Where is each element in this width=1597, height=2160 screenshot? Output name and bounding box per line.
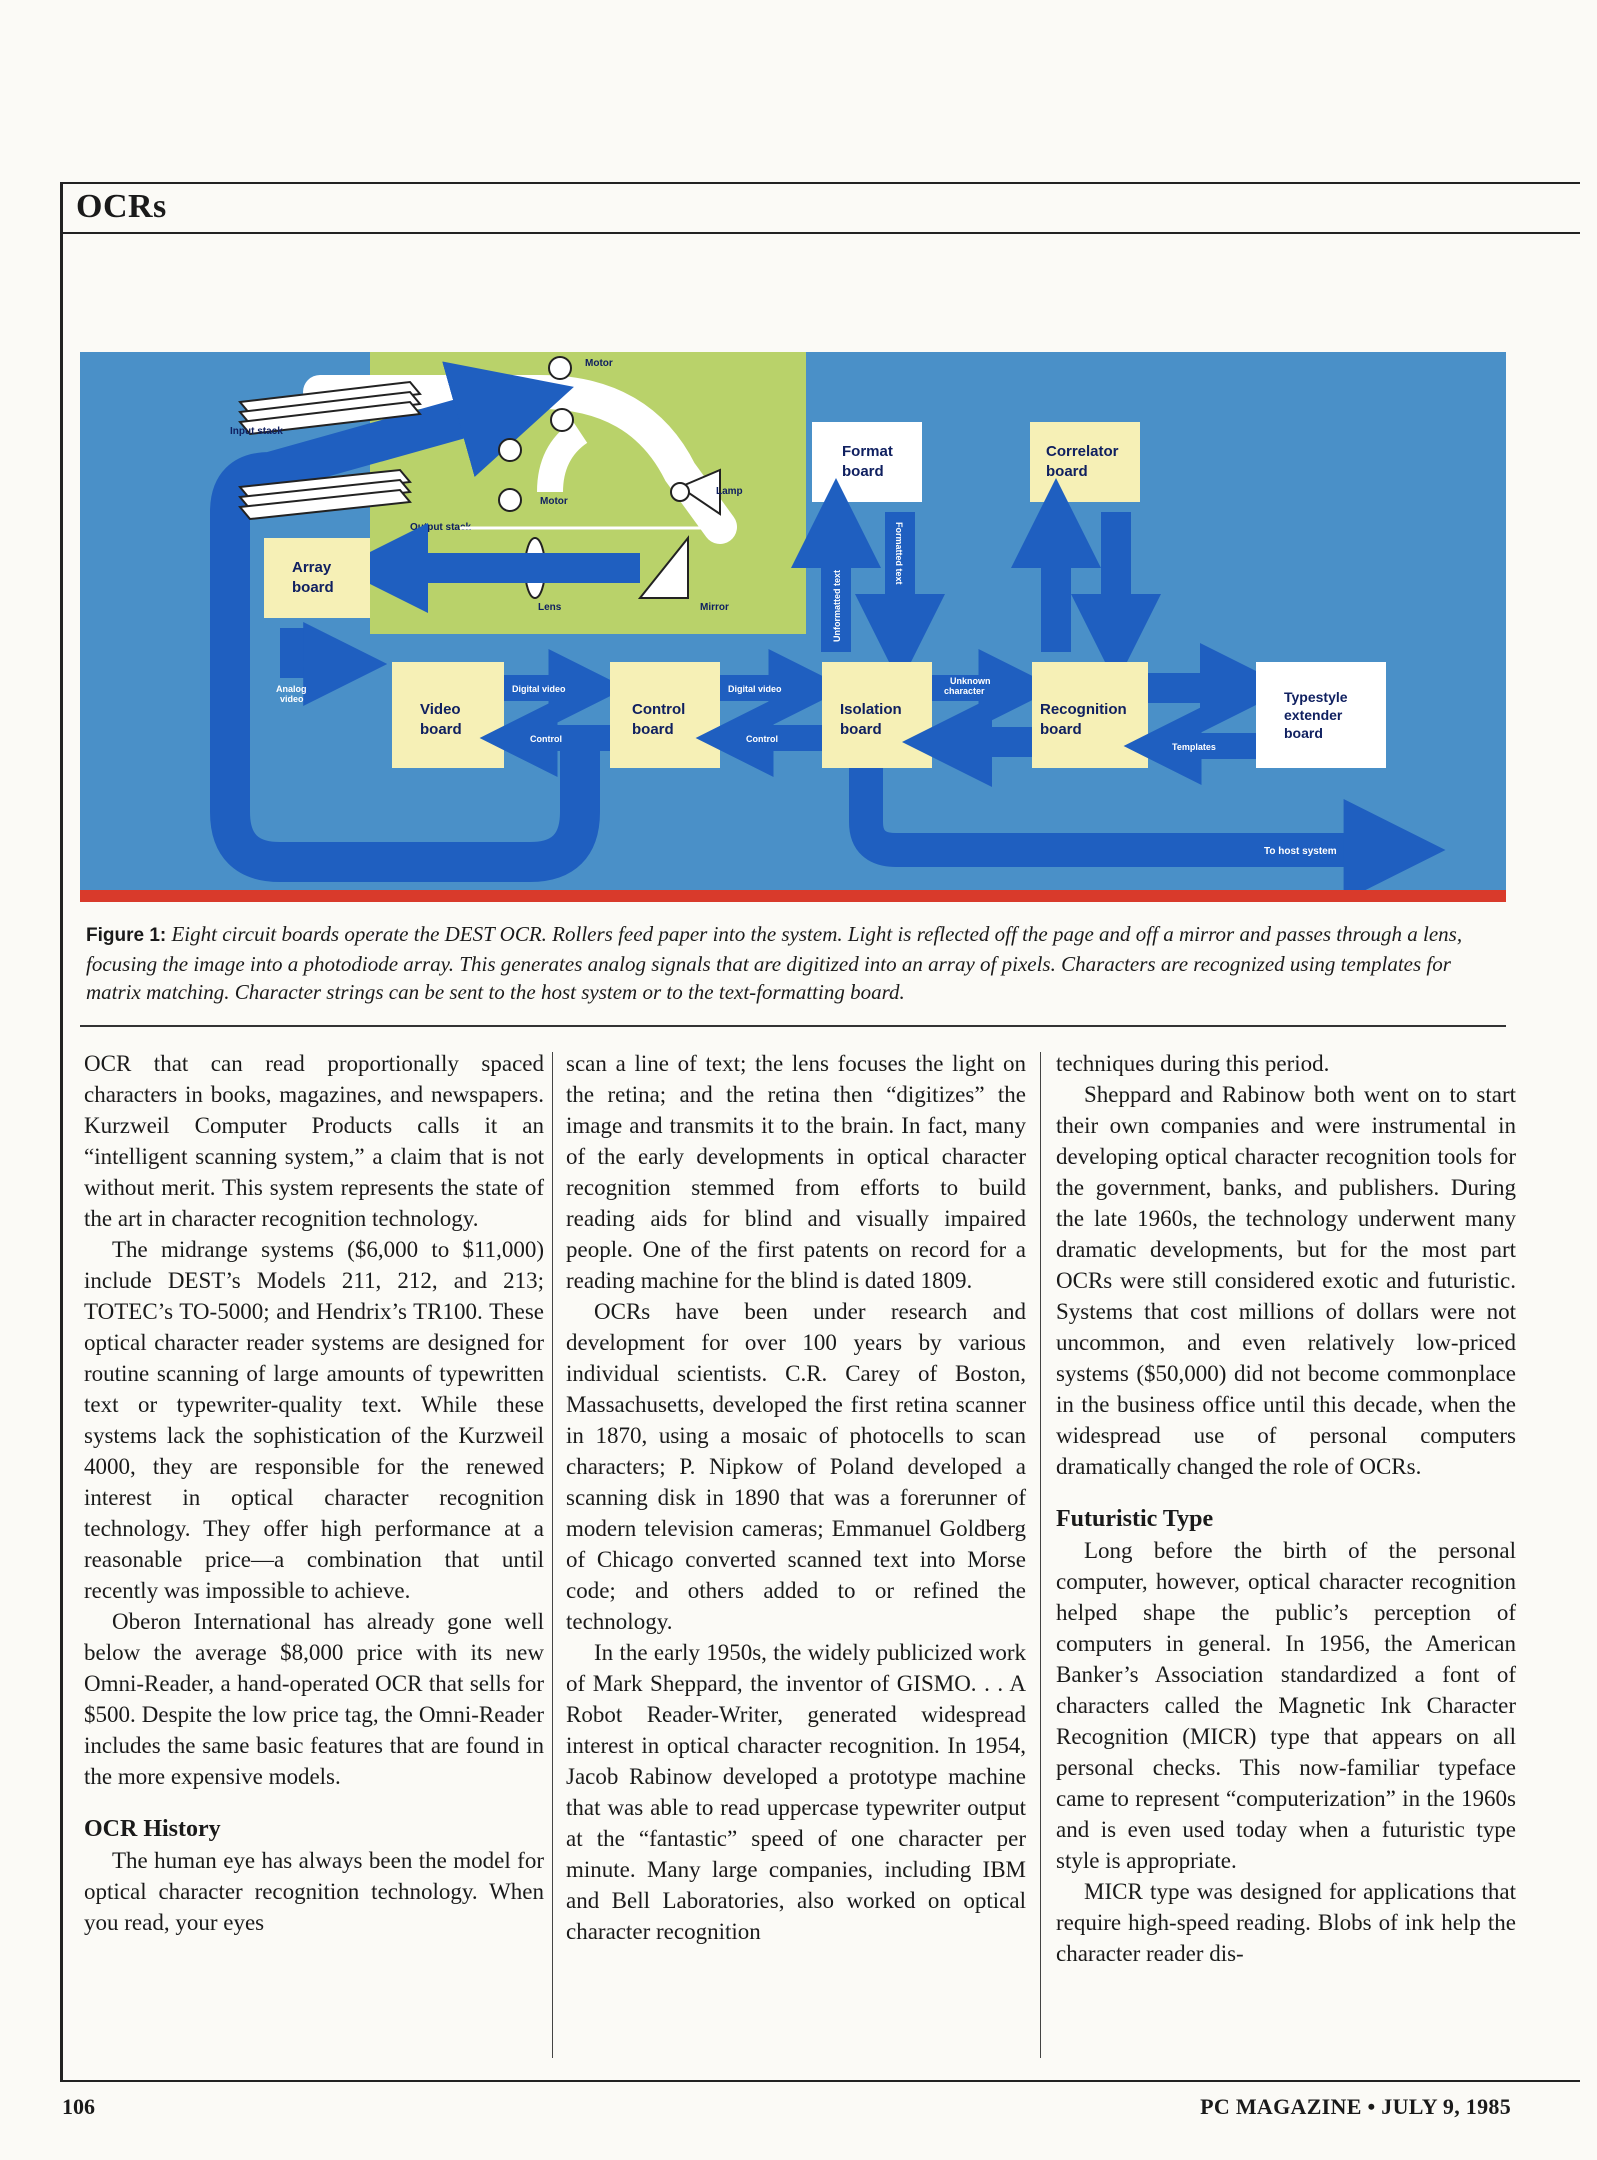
caption-lead: Figure 1: [86, 925, 167, 946]
typestyle-board-label-1: Typestyle [1284, 689, 1348, 705]
control-board-label-2: board [632, 721, 674, 738]
analog-video-label-2: video [280, 694, 304, 704]
col1-paragraph-3: Oberon International has already gone well below the average $8,000 price with its new Omni-Reader, a hand-operated OCR that sells for $500. Despite the low price tag, the Omni-Reader includes the same basic features that are found in the more expensive models. [84, 1609, 544, 1789]
digital-video-1-label: Digital video [512, 684, 566, 694]
caption-text: Eight circuit boards operate the DEST OCR. Rollers feed paper into the system. Light is reflected off the page and off a mirror and passes through a lens, focusing the image into a photodiode array. This generates analog signals that are digitized into an array of pixels. Characters are recognized using templates for matrix matching. Character strings can be sent to the host system or to the text-formatting board. [86, 922, 1463, 1004]
correlator-board [1030, 422, 1140, 502]
magazine-dateline: PC MAGAZINE • JULY 9, 1985 [1200, 2094, 1511, 2119]
mirror-label: Mirror [700, 602, 729, 613]
column-3 [1056, 1048, 1516, 1969]
col3-paragraph-2: Sheppard and Rabinow both went on to start their own companies and were instrumental in developing optical character recognition tools for the government, banks, and publishers. During the late 1960s, the technology underwent many dramatic developments, but for the most part OCRs were still considered exotic and futuristic. Systems that cost millions of dollars were not uncommon, and even relatively low-priced systems ($50,000) did not become commonplace in the business office until this decade, when the widespread use of personal computers dramatically changed the role of OCRs. [1056, 1082, 1516, 1479]
isolation-board-label-2: board [840, 721, 882, 738]
array-board [264, 538, 370, 618]
col2-paragraph-3: In the early 1950s, the widely publicized work of Mark Sheppard, the inventor of GISMO. . . A Robot Reader-Writer, generated widespread interest in optical character recognition. In 1954, Jacob Rabinow developed a prototype machine that was able to read uppercase typewriter output at the “fantastic” speed of one character per minute. Many large companies, including IBM and Bell Laboratories, also worked on optical character recognition [566, 1640, 1026, 1944]
video-board-label-2: board [420, 721, 462, 738]
correlator-board-label-1: Correlator [1046, 443, 1119, 460]
analog-video-label-1: Analog [276, 684, 307, 694]
input-stack-label: Input stack [230, 426, 283, 437]
section-title: OCRs [76, 188, 167, 225]
unknown-character-label-1: Unknown [950, 676, 991, 686]
figure-red-stripe [80, 890, 1506, 902]
footer-rule [60, 2080, 1580, 2082]
col2-paragraph-2: OCRs have been under research and development for over 100 years by various individual scientists. C.R. Carey of Boston, Massachusetts, developed the first retina scanner in 1870, using a mosaic of photocells to scan characters; P. Nipkow of Poland developed a scanning disk in 1890 that was a forerunner of modern television cameras; Emmanuel Goldberg of Chicago converted scanned text into Morse code; and others added to or refined the technology. [566, 1299, 1026, 1634]
motor-top-label: Motor [585, 358, 613, 369]
arrow-to-host-system [866, 768, 1398, 850]
section-rule [60, 232, 1580, 234]
typestyle-board-label-2: extender [1284, 707, 1343, 723]
to-host-label: To host system [1264, 846, 1337, 857]
heading-ocr-history: OCR History [84, 1816, 221, 1842]
col3-paragraph-1: techniques during this period. [1056, 1051, 1330, 1076]
array-board-label-2: board [292, 579, 334, 596]
array-board-label-1: Array [292, 559, 332, 576]
col1-paragraph-4: The human eye has always been the model for optical character recognition technology. When you read, your eyes [84, 1848, 544, 1935]
top-rule [60, 182, 1580, 184]
col1-paragraph-1: OCR that can read proportionally spaced characters in books, magazines, and newspapers. Kurzweil Computer Products calls it an “intelligent scanning system,” a claim that is not without merit. This system represents the state of the art in character recognition technology. [84, 1051, 544, 1231]
column-divider-1 [552, 1052, 553, 2058]
figure-caption [86, 920, 1502, 1006]
column-divider-2 [1040, 1052, 1041, 2058]
video-board-label-1: Video [420, 701, 461, 718]
lens-label: Lens [538, 602, 562, 613]
roller-4 [499, 489, 521, 511]
unformatted-text-label: Unformatted text [832, 569, 842, 642]
left-frame-rule [60, 182, 63, 2082]
col2-paragraph-1: scan a line of text; the lens focuses the light on the retina; and the retina then “digitizes” the image and transmits it to the brain. In fact, many of the early developments in optical character recognition stemmed from efforts to build reading aids for blind and visually impaired people. One of the first patents on record for a reading machine for the blind is dated 1809. [566, 1051, 1026, 1293]
roller-1 [549, 357, 571, 379]
column-1 [84, 1048, 544, 1938]
correlator-board-label-2: board [1046, 463, 1088, 480]
col3-paragraph-3: Long before the birth of the personal computer, however, optical character recognition helped shape the public’s perception of computers in general. In 1956, the American Banker’s Association standardized a font of characters called the Magnetic Ink Character Recognition (MICR) type that appears on all personal checks. This now-familiar typeface came to represent “computerization” in the 1960s and is even used today when a futuristic type style is appropriate. [1056, 1538, 1516, 1873]
col1-paragraph-2: The midrange systems ($6,000 to $11,000) include DEST’s Models 211, 212, and 213; TOTEC’s TO-5000; and Hendrix’s TR100. These optical character reader systems are designed for routine scanning of large amounts of typewritten text or typewriter-quality text. While these systems lack the sophistication of the Kurzweil 4000, they are responsible for the renewed interest in optical character recognition technology. They offer high performance at a reasonable price—a combination that until recently was impossible to achieve. [84, 1237, 544, 1603]
isolation-board-label-1: Isolation [840, 701, 902, 718]
output-stack-label: Output stack [410, 522, 472, 533]
format-board-label-2: board [842, 463, 884, 480]
templates-label: Templates [1172, 742, 1216, 752]
col3-paragraph-4: MICR type was designed for applications that require high-speed reading. Blobs of ink help the character reader dis- [1056, 1879, 1516, 1966]
roller-2 [551, 409, 573, 431]
caption-rule [80, 1025, 1506, 1027]
recognition-board-label-1: Recognition [1040, 701, 1127, 718]
format-board-label-1: Format [842, 443, 893, 460]
unknown-character-label-2: character [944, 686, 985, 696]
recognition-board-label-2: board [1040, 721, 1082, 738]
control-board-label-1: Control [632, 701, 686, 718]
ocr-system-diagram [80, 352, 1506, 890]
typestyle-board-label-3: board [1284, 725, 1323, 741]
lamp-label: Lamp [716, 486, 743, 497]
column-2 [566, 1048, 1026, 1947]
format-board [812, 422, 922, 502]
roller-3 [499, 439, 521, 461]
arrow-analog-video [294, 628, 348, 664]
control-2-label: Control [746, 734, 778, 744]
page-number: 106 [62, 2094, 95, 2119]
heading-futuristic-type: Futuristic Type [1056, 1506, 1214, 1532]
digital-video-2-label: Digital video [728, 684, 782, 694]
control-1-label: Control [530, 734, 562, 744]
formatted-text-label: Formatted text [894, 522, 904, 585]
motor-bottom-label: Motor [540, 496, 568, 507]
